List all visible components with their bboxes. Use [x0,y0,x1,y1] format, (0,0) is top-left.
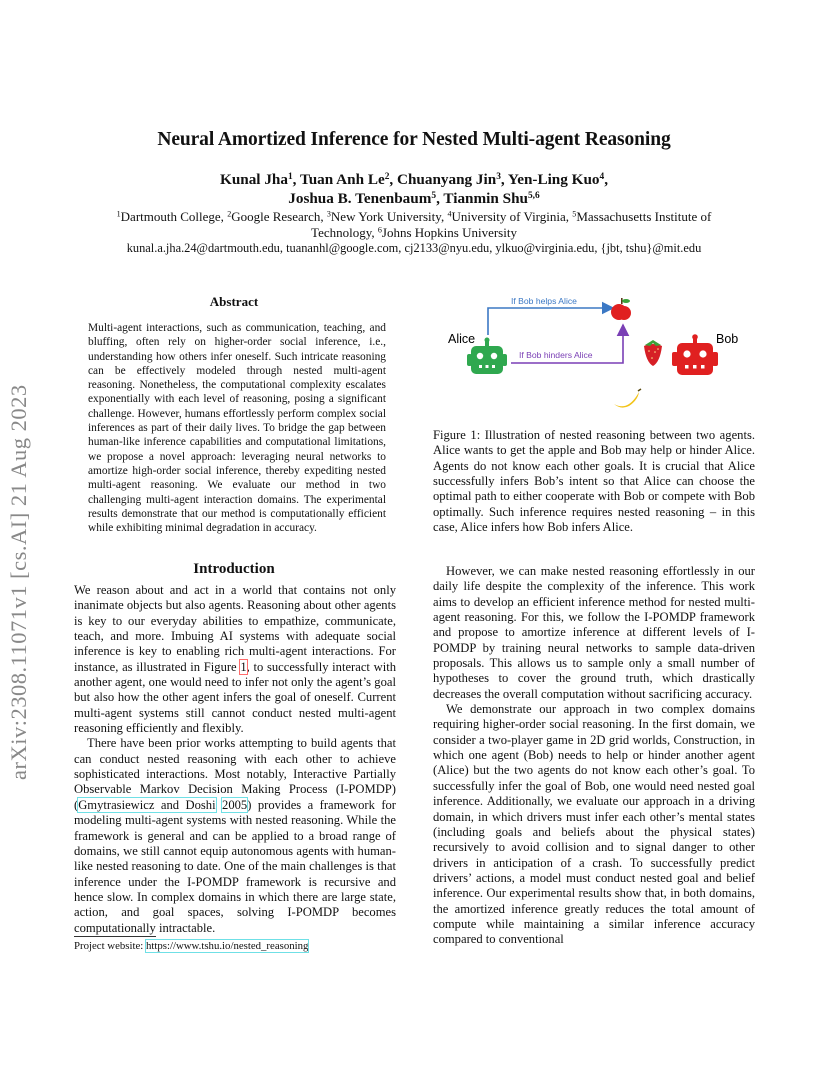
strawberry-icon [644,340,662,366]
affil-sup: 3 [326,209,331,219]
author-affil-sup: 5 [431,190,437,201]
project-website-link[interactable]: https://www.tshu.io/nested_reasoning [145,940,309,952]
author-list [0,170,828,208]
affiliations [90,209,738,241]
author-line-2 [0,189,828,208]
author-name: Tianmin Shu [443,190,528,207]
alice-label: Alice [448,332,476,346]
hinder-path-label: If Bob hinders Alice [519,350,593,360]
apple-icon [611,298,631,320]
author-affil-sup: 2 [384,171,390,182]
figure-1-caption: Figure 1: Illustration of nested reasoning between two agents. Alice wants to get the apple and Bob may help or hinder Alice. Agents do not know each other goals. It is crucial that Alice successfully infers Bob’s intent so that Alice can choose the optimal path to either cooperate with Bob or compete with Bob optimally. Such inference requires nested reasoning – in this case, Alice infers how Bob infers Alice. [433,428,755,535]
author-line-1 [0,170,828,189]
figure-1-illustration [433,288,755,418]
text-run: ) provides a framework for modeling multi-agent systems with nested reasoning. While the framework is general and can be applied to a broad range of domains, we still cannot equip autonomous agents with human-like nested reasoning to date. One of the main challenges is that inference under the I-POMDP framework is recursive and hence slow. In complex domains in which there are large state, action, and goal spaces, solving I-POMDP becomes computationally intractable. [74,797,396,935]
paper-title: Neural Amortized Inference for Nested Multi-agent Reasoning [157,129,671,150]
bob-label: Bob [716,332,739,346]
hinder-path-arrow [511,325,623,363]
help-path-arrow [488,296,613,335]
affiliation: University of Virginia, [451,209,573,224]
author-name: Chuanyang Jin [397,171,497,188]
affil-sup: 4 [447,209,452,219]
author-affil-sup: 1 [287,171,293,182]
arxiv-stamp-text: arXiv:2308.11071v1 [cs.AI] 21 Aug 2023 [6,384,31,780]
author-sep: , [604,171,608,188]
affiliation: Google Research, [231,209,327,224]
abstract-heading: Abstract [209,294,259,309]
author-sep: , [389,171,397,188]
bob-robot-icon [672,334,718,375]
affiliation: Dartmouth College, [120,209,228,224]
author-affil-sup: 4 [599,171,605,182]
footnote-label: Project website: [74,940,146,952]
intro-paragraph-1 [74,583,396,736]
intro-paragraph-2 [74,736,396,935]
author-affil-sup: 5,6 [527,190,540,201]
text-run: There have been prior works attempting to build agents that can conduct nested reasoning with each other to achieve sophisticated interactions. Most notably, Interactive Partially Observable Markov Decision Making Process (I-POMDP) ( [74,736,396,812]
introduction-heading: Introduction [193,561,275,577]
affiliation: New York University, [330,209,448,224]
author-name: Yen-Ling Kuo [507,171,600,188]
affiliation: Johns Hopkins University [381,225,517,240]
figure-ref-link[interactable]: 1 [240,659,247,674]
abstract-body: Multi-agent interactions, such as communication, teaching, and bluffing, often rely on higher-order social inference, i.e., understanding how others infer oneself. Such intricate reasoning can be effectively modeled through nested multi-agent reasoning. Nonetheless, the computational complexity escalates exponentially with each level of reasoning, posing a significant challenge. However, humans effortlessly perform complex social inferences as part of their daily lives. To bridge the gap between human-like inference capabilities and computational limitations, we propose a novel approach: leveraging neural networks to amortize high-order social inference, thereby expediting nested multi-agent reasoning. We evaluate our method in two challenging multi-agent interaction domains. The experimental results demonstrate that our method is computationally efficient while exhibiting minimal degradation in accuracy. [88,322,386,535]
footnote [74,940,404,953]
author-sep: , [436,190,444,207]
affiliation: Massachusetts Institute of Technology, [311,209,712,240]
affil-sup: 6 [377,225,382,235]
intro-paragraph-4: We demonstrate our approach in two complex domains requiring higher-order social reasoning. In the first domain, we consider a two-player game in 2D grid worlds, Construction, in which one agent (Bob) needs to help or hinder another agent (Alice) but the two agents do not know each other’s goal. To successfully infer the goal of Bob, one would need nested goal inference. Additionally, we evaluate our approach in a driving domain, in which drivers must infer each other’s mental states (including goals and beliefs about the physical states) recursively to avoid collision and to signal danger to other drivers in anticipation of a crash. To successfully predict drivers’ actions, a model must conduct nested goal and belief inference. Our experimental results show that, in both domains, the amortized inference greatly reduces the total amount of compute while maintaining a similar inference accuracy compared to conventional [433,702,755,947]
figure-1 [433,288,755,418]
author-sep: , [292,171,300,188]
left-column-text [74,583,396,936]
affil-sup: 1 [116,209,121,219]
help-path-label: If Bob helps Alice [511,296,577,306]
citation-year-link[interactable]: 2005 [222,797,248,812]
text-run: , to successfully interact with another agent, one would need to infer not only the agent’s goal but also how the other agent infers the goal of oneself. Current multi-agent systems still cannot conduct nested multi-agent reasoning efficiently and flexibly. [74,659,396,736]
affil-sup: 2 [227,209,232,219]
footnote-rule [74,936,156,937]
affil-sup: 5 [572,209,577,219]
banana-icon [614,389,641,408]
author-name: Kunal Jha [220,171,288,188]
text-run: We reason about and act in a world that contains not only inanimate objects but also agents. Reasoning about other agents is key to our everyday abilities to empathize, communicate, teach, and more. Imbuing AI systems with adequate social inference is key to enabling rich multi-agent interactions. For instance, as illustrated in Figure [74,583,396,674]
author-name: Tuan Anh Le [299,171,385,188]
author-sep: , [500,171,508,188]
author-name: Joshua B. Tenenbaum [288,190,432,207]
author-affil-sup: 3 [496,171,501,182]
citation-link[interactable]: Gmytrasiewicz and Doshi [78,797,216,812]
right-column-text [433,564,755,948]
intro-paragraph-3: However, we can make nested reasoning effortlessly in our daily life despite the complexity of the inference. This work aims to develop an efficient inference method for nested multi-agent reasoning. For this, we follow the I-POMDP framework and propose to amortize inference at different levels of I-POMDP by training neural networks to sample data-driven proposals. This allows us to sample only a small number of hypotheses to cover the ground truth, which drastically decreases the overall computation without sacrificing accuracy. [433,564,755,701]
author-emails: kunal.a.jha.24@dartmouth.edu, tuananhl@google.com, cj2133@nyu.edu, ylkuo@virginia.edu, {jbt, tshu}@mit.edu [126,241,702,255]
